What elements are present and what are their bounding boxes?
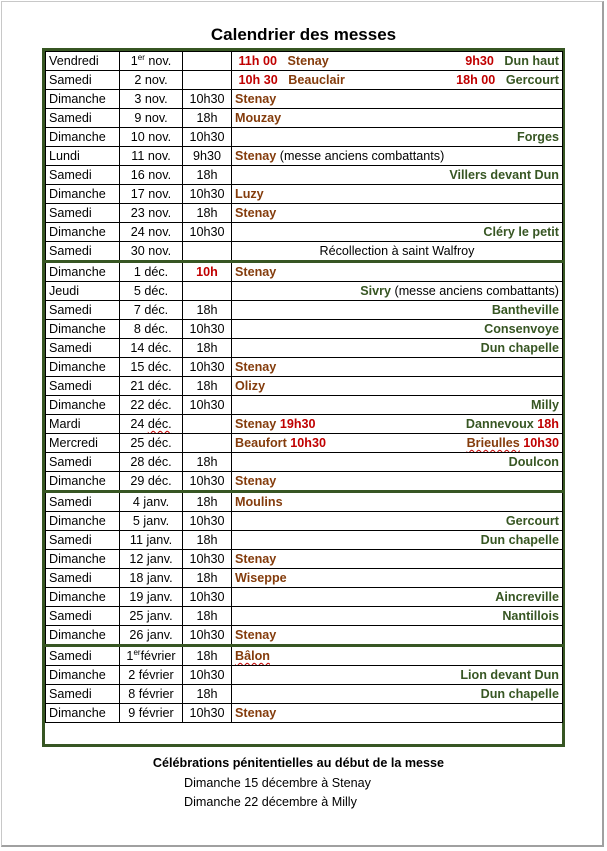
time-cell: 10h30 — [183, 128, 232, 147]
date-cell: 17 nov. — [120, 185, 183, 204]
day-cell: Dimanche — [46, 320, 120, 339]
time-cell — [183, 282, 232, 301]
time-cell: 18h — [183, 166, 232, 185]
table-row — [46, 109, 563, 128]
day-cell: Dimanche — [46, 512, 120, 531]
location-name: Forges — [517, 130, 559, 144]
date-cell: 8 février — [120, 685, 183, 704]
location-cell — [232, 358, 563, 377]
location-cell — [232, 512, 563, 531]
time-text: 10h30 — [523, 436, 559, 450]
time-text: 18h — [537, 417, 559, 431]
date-cell: 22 déc. — [120, 396, 183, 415]
date-cell: 4 janv. — [120, 492, 183, 512]
location-cell — [232, 569, 563, 588]
table-row — [46, 492, 563, 512]
day-cell: Dimanche — [46, 185, 120, 204]
day-cell: Samedi — [46, 204, 120, 223]
table-row — [46, 320, 563, 339]
day-cell: Dimanche — [46, 396, 120, 415]
location-name: Dun chapelle — [480, 687, 559, 701]
location-cell — [232, 396, 563, 415]
time-cell — [183, 415, 232, 434]
table-row — [46, 531, 563, 550]
date-cell: 15 déc. — [120, 358, 183, 377]
time-cell: 10h — [183, 262, 232, 282]
day-cell: Dimanche — [46, 262, 120, 282]
time-cell — [183, 242, 232, 262]
location-name: Stenay — [287, 54, 329, 68]
location-name: Olizy — [235, 379, 266, 393]
table-row — [46, 666, 563, 685]
location-name: Stenay — [235, 628, 277, 642]
page-title: Calendrier des messes — [210, 25, 397, 44]
time-cell: 10h30 — [183, 90, 232, 109]
date-cell: 9 février — [120, 704, 183, 723]
day-cell: Lundi — [46, 147, 120, 166]
location-cell — [232, 550, 563, 569]
table-row — [46, 453, 563, 472]
time-cell: 10h30 — [183, 223, 232, 242]
date-cell: 11 nov. — [120, 147, 183, 166]
date-cell: 2 février — [120, 666, 183, 685]
time-cell: 18h — [183, 685, 232, 704]
table-row — [46, 607, 563, 626]
date-cell: 16 nov. — [120, 166, 183, 185]
location-name: Mouzay — [235, 111, 282, 125]
location-name: Milly — [531, 398, 559, 412]
time-cell: 18h — [183, 339, 232, 358]
location-cell — [232, 282, 563, 301]
time-cell: 10h30 — [183, 704, 232, 723]
location-cell — [232, 646, 563, 666]
location-name: Stenay — [235, 92, 277, 106]
time-cell: 18h — [183, 204, 232, 223]
day-cell: Mercredi — [46, 434, 120, 453]
table-row — [46, 377, 563, 396]
footer-line: Dimanche 15 décembre à Stenay — [184, 776, 371, 790]
footer-title: Célébrations pénitentielles au début de la messe — [152, 756, 445, 770]
location-cell — [232, 685, 563, 704]
day-cell: Jeudi — [46, 282, 120, 301]
location-cell — [232, 223, 563, 242]
location-cell — [232, 492, 563, 512]
location-cell — [232, 472, 563, 492]
time-text: 10h 30 — [235, 73, 278, 87]
location-note: (messe anciens combattants) — [276, 149, 445, 163]
location-cell — [232, 71, 563, 90]
table-row — [46, 242, 563, 262]
location-name: Bâlon — [235, 649, 270, 663]
date-cell: 29 déc. — [120, 472, 183, 492]
time-cell: 10h30 — [183, 550, 232, 569]
day-cell: Dimanche — [46, 588, 120, 607]
location-cell — [232, 588, 563, 607]
table-row — [46, 90, 563, 109]
location-cell — [232, 109, 563, 128]
location-cell — [232, 626, 563, 646]
table-row — [46, 339, 563, 358]
day-cell: Dimanche — [46, 666, 120, 685]
day-cell: Samedi — [46, 301, 120, 320]
time-cell: 10h30 — [183, 588, 232, 607]
location-cell — [232, 204, 563, 223]
date-cell: 10 nov. — [120, 128, 183, 147]
date-cell: 7 déc. — [120, 301, 183, 320]
time-cell: 10h30 — [183, 185, 232, 204]
time-cell: 10h30 — [183, 626, 232, 646]
time-cell — [183, 71, 232, 90]
mass-calendar-table — [45, 51, 563, 723]
location-name: Bantheville — [491, 303, 559, 317]
table-row — [46, 704, 563, 723]
time-cell — [183, 434, 232, 453]
time-cell: 9h30 — [183, 147, 232, 166]
date-cell: 14 déc. — [120, 339, 183, 358]
day-cell: Dimanche — [46, 704, 120, 723]
date-cell: 24 nov. — [120, 223, 183, 242]
time-cell: 18h — [183, 492, 232, 512]
time-cell: 10h30 — [183, 666, 232, 685]
location-name: Luzy — [235, 187, 264, 201]
date-cell: 5 janv. — [120, 512, 183, 531]
location-cell — [232, 453, 563, 472]
table-row — [46, 147, 563, 166]
date-text: déc. — [147, 417, 172, 431]
location-name: Dannevoux — [465, 417, 534, 431]
location-cell — [232, 262, 563, 282]
date-cell: 26 janv. — [120, 626, 183, 646]
table-row — [46, 588, 563, 607]
location-cell — [232, 607, 563, 626]
time-cell: 18h — [183, 569, 232, 588]
time-cell: 10h30 — [183, 472, 232, 492]
date-cell: 9 nov. — [120, 109, 183, 128]
table-row — [46, 396, 563, 415]
location-cell — [232, 339, 563, 358]
table-row — [46, 472, 563, 492]
table-row — [46, 52, 563, 71]
location-cell — [232, 52, 563, 71]
location-name: Beaufort — [235, 436, 287, 450]
location-name: Stenay — [235, 265, 277, 279]
time-text: 19h30 — [279, 417, 316, 431]
time-cell: 18h — [183, 646, 232, 666]
footer-line: Dimanche 22 décembre à Milly — [184, 795, 357, 809]
table-row — [46, 301, 563, 320]
date-cell: 25 déc. — [120, 434, 183, 453]
day-cell: Samedi — [46, 569, 120, 588]
date-cell: 30 nov. — [120, 242, 183, 262]
day-cell: Dimanche — [46, 472, 120, 492]
date-cell: 19 janv. — [120, 588, 183, 607]
location-name: Stenay — [235, 360, 277, 374]
day-cell: Samedi — [46, 607, 120, 626]
table-row — [46, 262, 563, 282]
time-cell: 18h — [183, 607, 232, 626]
table-row — [46, 434, 563, 453]
location-cell — [232, 242, 563, 262]
time-text: 11h 00 — [235, 54, 278, 68]
date-cell: 3 nov. — [120, 90, 183, 109]
day-cell: Samedi — [46, 646, 120, 666]
location-name: Dun chapelle — [480, 341, 559, 355]
location-name: Stenay — [235, 706, 277, 720]
location-name: Gercourt — [505, 514, 559, 528]
table-row — [46, 204, 563, 223]
day-cell: Samedi — [46, 109, 120, 128]
location-cell — [232, 531, 563, 550]
day-cell: Dimanche — [46, 90, 120, 109]
time-cell: 18h — [183, 377, 232, 396]
location-cell — [232, 434, 563, 453]
location-name: Moulins — [235, 495, 283, 509]
date-cell: 5 déc. — [120, 282, 183, 301]
date-cell: 1 déc. — [120, 262, 183, 282]
time-text: 18h 00 — [456, 73, 496, 87]
time-text: 9h30 — [465, 54, 494, 68]
location-name: Consenvoye — [484, 322, 559, 336]
table-row — [46, 626, 563, 646]
table-row — [46, 646, 563, 666]
table-row — [46, 223, 563, 242]
day-cell: Samedi — [46, 453, 120, 472]
table-row — [46, 128, 563, 147]
location-name: Récollection à saint Walfroy — [319, 244, 475, 258]
location-name: Wiseppe — [235, 571, 287, 585]
time-cell: 18h — [183, 301, 232, 320]
day-cell: Dimanche — [46, 550, 120, 569]
date-cell: 1erfévrier — [120, 646, 183, 666]
location-name: Dun chapelle — [480, 533, 559, 547]
table-row — [46, 185, 563, 204]
date-cell: 24 déc. — [120, 415, 183, 434]
table-row — [46, 569, 563, 588]
table-row — [46, 512, 563, 531]
location-name: Nantillois — [502, 609, 559, 623]
table-row — [46, 166, 563, 185]
location-name: Stenay — [235, 206, 277, 220]
day-cell: Samedi — [46, 685, 120, 704]
location-name: Stenay — [235, 552, 277, 566]
location-cell — [232, 377, 563, 396]
location-cell — [232, 128, 563, 147]
table-row — [46, 358, 563, 377]
location-name: Brieulles — [466, 436, 520, 450]
day-cell: Samedi — [46, 339, 120, 358]
location-name: Aincreville — [495, 590, 559, 604]
time-cell: 10h30 — [183, 512, 232, 531]
location-name: Stenay — [235, 474, 277, 488]
table-row — [46, 415, 563, 434]
date-cell: 12 janv. — [120, 550, 183, 569]
date-cell: 28 déc. — [120, 453, 183, 472]
day-cell: Samedi — [46, 166, 120, 185]
location-name: Beauclair — [288, 73, 345, 87]
time-cell: 18h — [183, 531, 232, 550]
location-name: Stenay — [235, 149, 277, 163]
location-cell — [232, 147, 563, 166]
time-cell: 10h30 — [183, 396, 232, 415]
day-cell: Samedi — [46, 492, 120, 512]
day-cell: Mardi — [46, 415, 120, 434]
location-name: Lion devant Dun — [460, 668, 559, 682]
table-row — [46, 282, 563, 301]
date-cell: 1er nov. — [120, 52, 183, 71]
time-cell — [183, 52, 232, 71]
location-cell — [232, 415, 563, 434]
day-cell: Samedi — [46, 242, 120, 262]
date-cell: 18 janv. — [120, 569, 183, 588]
date-cell: 23 nov. — [120, 204, 183, 223]
location-name: Villers devant Dun — [449, 168, 559, 182]
time-cell: 18h — [183, 453, 232, 472]
day-cell: Dimanche — [46, 223, 120, 242]
time-cell: 10h30 — [183, 358, 232, 377]
day-cell: Dimanche — [46, 128, 120, 147]
time-cell: 10h30 — [183, 320, 232, 339]
location-cell — [232, 666, 563, 685]
location-name: Doulcon — [508, 455, 559, 469]
date-cell: 25 janv. — [120, 607, 183, 626]
location-name: Dun haut — [504, 54, 559, 68]
day-cell: Samedi — [46, 531, 120, 550]
location-cell — [232, 301, 563, 320]
table-row — [46, 550, 563, 569]
date-cell: 8 déc. — [120, 320, 183, 339]
date-cell: 21 déc. — [120, 377, 183, 396]
location-name: Gercourt — [505, 73, 559, 87]
table-row — [46, 685, 563, 704]
day-cell: Dimanche — [46, 358, 120, 377]
date-cell: 11 janv. — [120, 531, 183, 550]
location-cell — [232, 166, 563, 185]
day-cell: Dimanche — [46, 626, 120, 646]
day-cell: Samedi — [46, 71, 120, 90]
day-cell: Samedi — [46, 377, 120, 396]
date-cell: 2 nov. — [120, 71, 183, 90]
location-cell — [232, 320, 563, 339]
location-cell — [232, 90, 563, 109]
location-name: Cléry le petit — [483, 225, 559, 239]
location-note: (messe anciens combattants) — [391, 284, 559, 298]
time-cell: 18h — [183, 109, 232, 128]
day-cell: Vendredi — [46, 52, 120, 71]
time-text: 10h30 — [290, 436, 326, 450]
location-cell — [232, 704, 563, 723]
table-row — [46, 71, 563, 90]
location-cell — [232, 185, 563, 204]
location-name: Stenay — [235, 417, 277, 431]
location-name: Sivry — [360, 284, 391, 298]
